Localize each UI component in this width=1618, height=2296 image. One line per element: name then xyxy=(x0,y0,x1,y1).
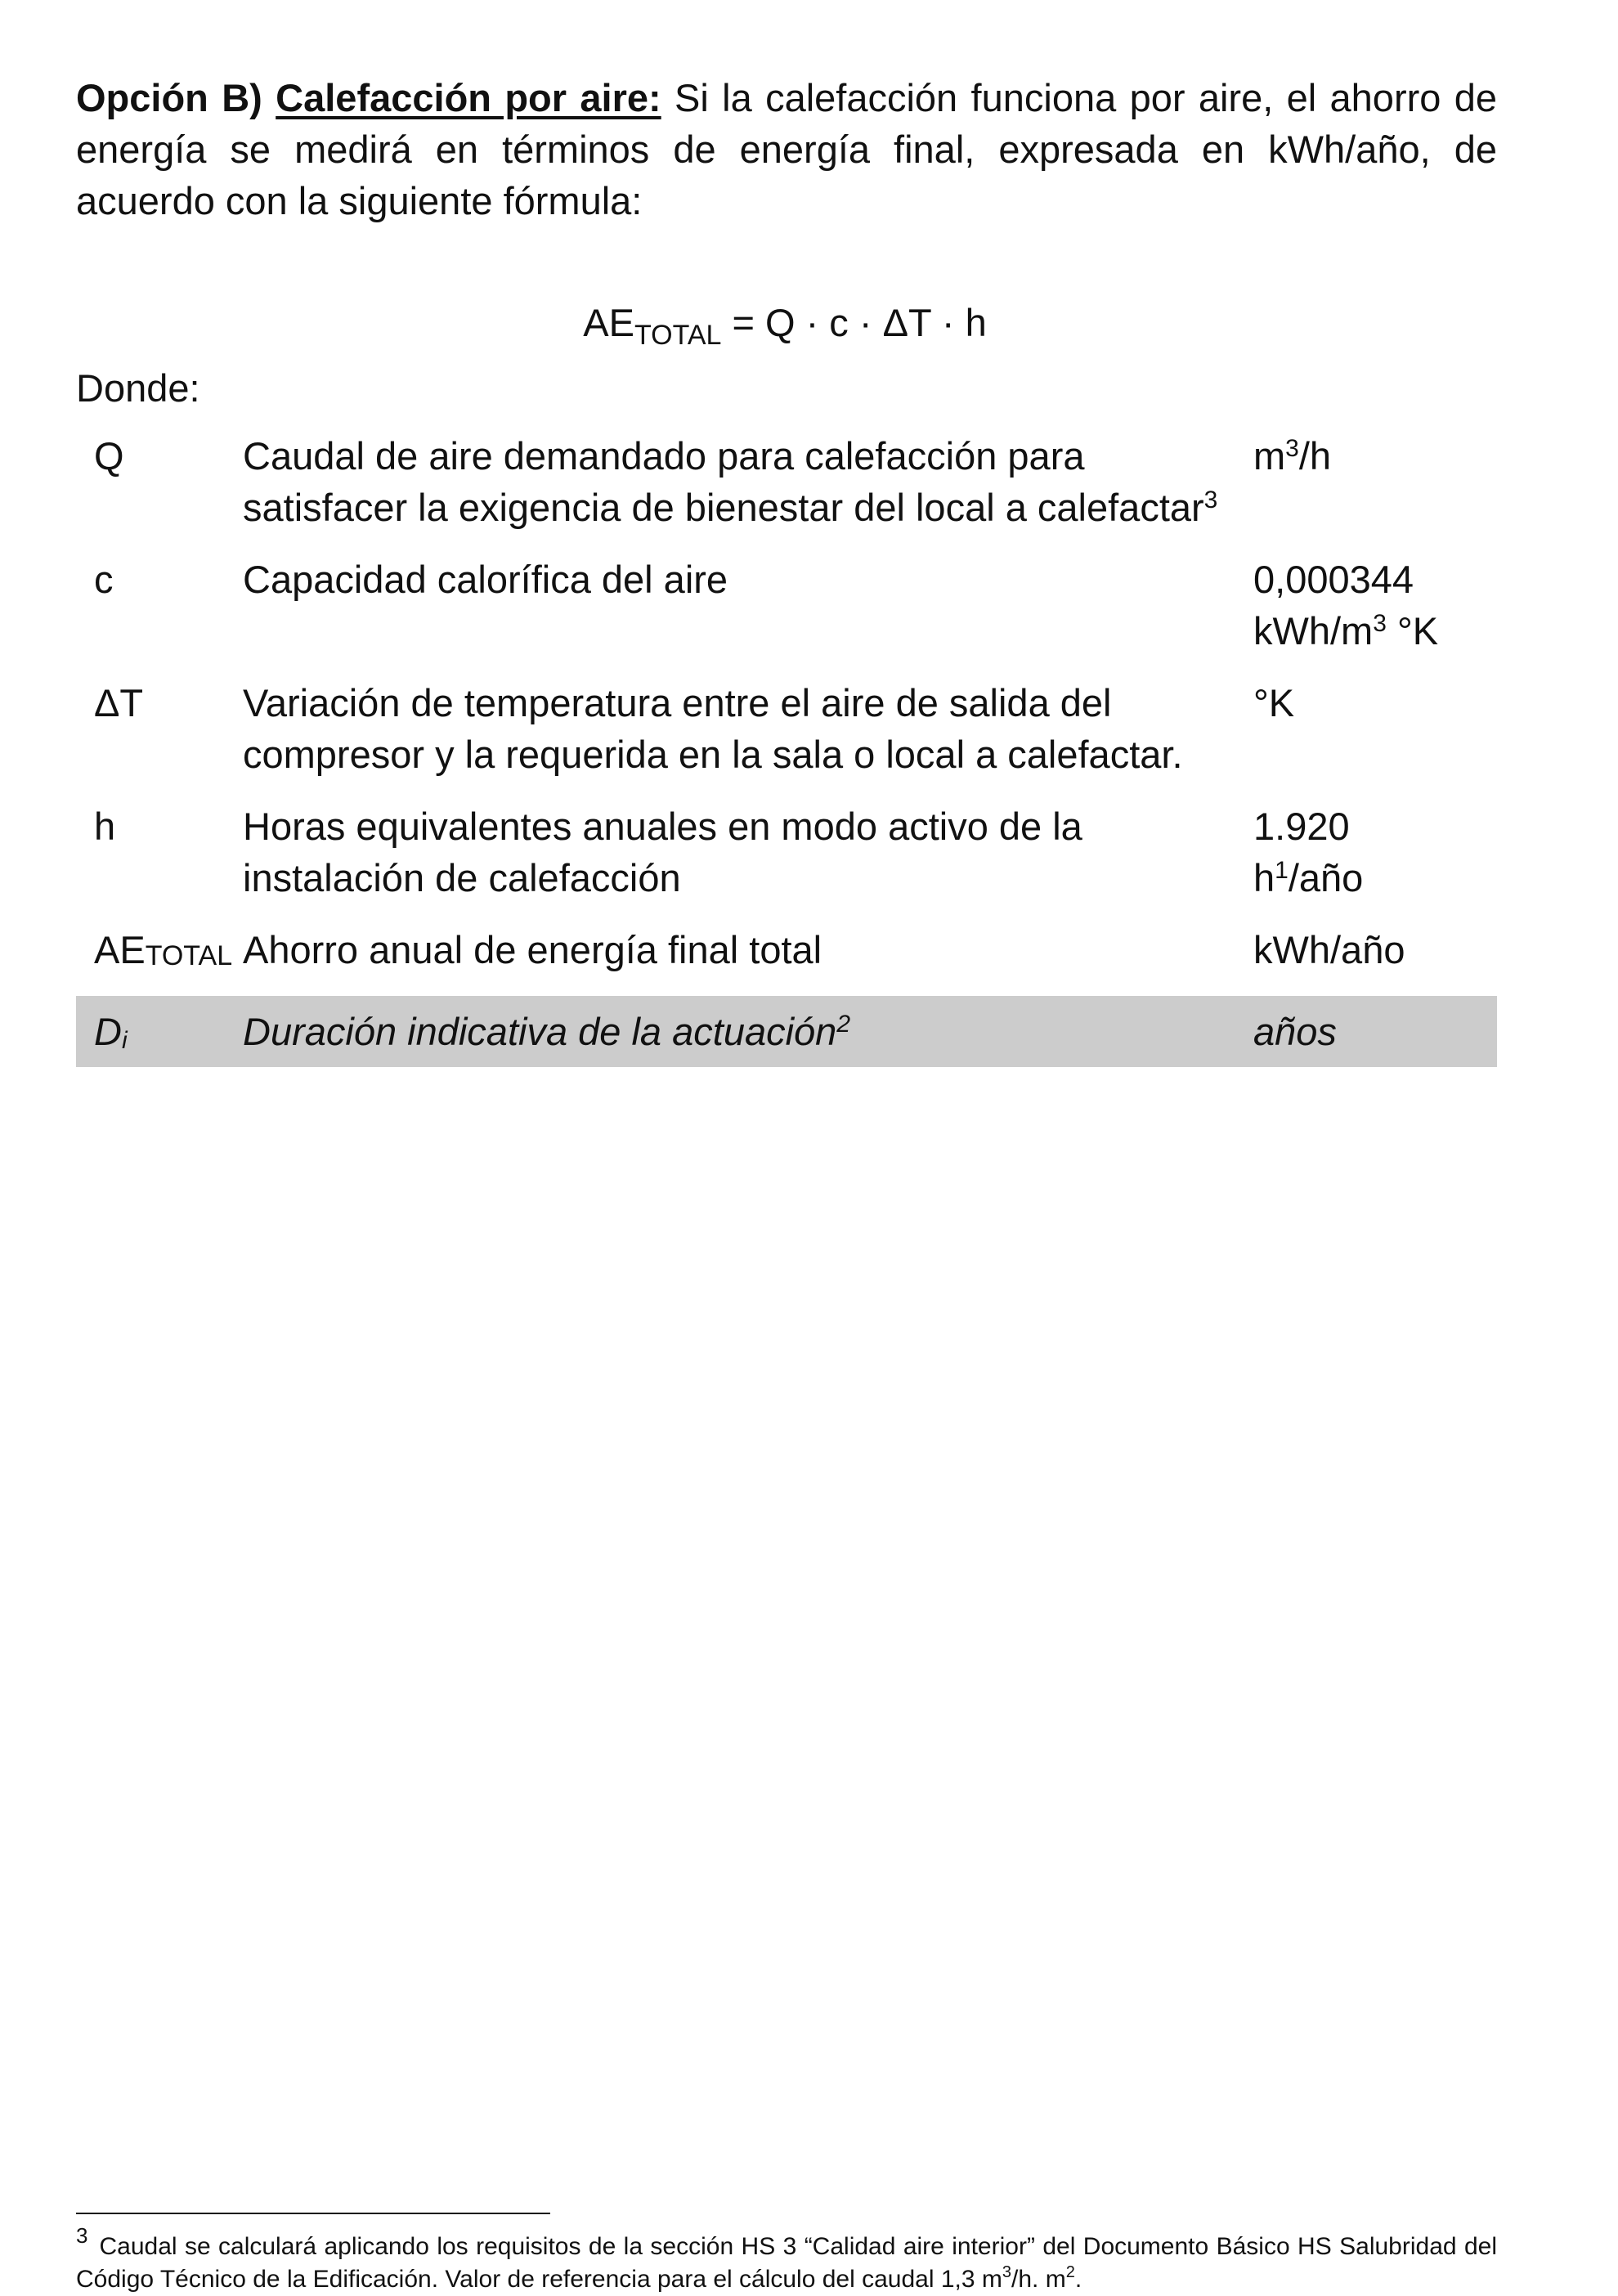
variable-row xyxy=(76,924,1497,996)
variable-unit: $m^3/h$ xyxy=(1253,434,1332,478)
variable-row xyxy=(76,554,1497,677)
donde-label: Donde: xyxy=(76,366,200,410)
section-heading: Calefacción por aire: xyxy=(276,76,661,119)
variables-table xyxy=(76,430,1497,1067)
variable-symbol: $AE_{TOTAL}$ xyxy=(94,928,233,971)
footnote-text: Caudal se calculará aplicando los requisitos de la sección HS 3 “Calidad aire interior” del Documento Básico HS Salubridad del Código Técnico de la Edificación. Valor de referencia para el cálculo del caudal 1,3 m xyxy=(76,2233,1497,2293)
variable-description: Variación de temperatura entre el aire de salida del compresor y la requerida en la sala o local a calefactar. xyxy=(243,681,1183,776)
footnote-divider xyxy=(76,2213,550,2214)
variable-symbol: c xyxy=(94,558,114,601)
footnote-ref: 2 xyxy=(836,1011,851,1038)
variable-unit: 1.920 $h^1$/año xyxy=(1253,805,1364,899)
footnote: 3 Caudal se calculará aplicando los requisitos de la sección HS 3 “Calidad aire interior” del Documento Básico HS Salubridad del Código Técnico de la Edificación. Valor de referencia para el cálculo del caudal 1,3 $m^3/h$. $m^2$. xyxy=(76,2223,1497,2293)
variable-symbol: $D_i$ xyxy=(76,996,240,1067)
formula-lhs: AE xyxy=(583,301,634,344)
variable-description: Duración indicativa de la actuación$^2$ xyxy=(240,996,1250,1067)
variable-row xyxy=(76,677,1497,800)
formula xyxy=(0,298,1570,351)
option-label: Opción B) xyxy=(76,76,262,119)
variable-description: Ahorro anual de energía final total xyxy=(243,928,822,971)
variable-row-highlighted xyxy=(76,996,1497,1067)
variable-description: Horas equivalentes anuales en modo activo de la instalación de calefacción xyxy=(243,805,1082,899)
intro-text: Si la calefacción funciona por aire, el ahorro de energía se medirá en términos de energía final, expresada en kWh/año, de acuerdo con la siguiente fórmula: xyxy=(76,76,1498,222)
variable-unit: 0,000344 kWh/$m^3$ °K xyxy=(1253,558,1439,652)
footnote-mark: 3 xyxy=(76,2223,88,2248)
variable-unit: °K xyxy=(1253,681,1295,724)
variable-symbol: ΔT xyxy=(94,681,144,724)
variable-unit: kWh/año xyxy=(1253,928,1405,971)
variable-description: Caudal de aire demandado para calefacción para satisfacer la exigencia de bienestar del local a calefactar$^3$ xyxy=(243,434,1218,529)
variable-description: Capacidad calorífica del aire xyxy=(243,558,728,601)
variable-row xyxy=(76,800,1497,924)
variable-symbol: Q xyxy=(94,434,124,478)
variable-symbol: h xyxy=(94,805,116,848)
formula-rhs: = Q · c · ΔT · h xyxy=(721,301,987,344)
footnote-ref: 3 xyxy=(1203,487,1218,513)
variable-unit: años xyxy=(1250,996,1497,1067)
variable-row xyxy=(76,430,1497,554)
formula-lhs-subscript: TOTAL xyxy=(634,320,722,351)
intro-paragraph xyxy=(76,72,1497,226)
